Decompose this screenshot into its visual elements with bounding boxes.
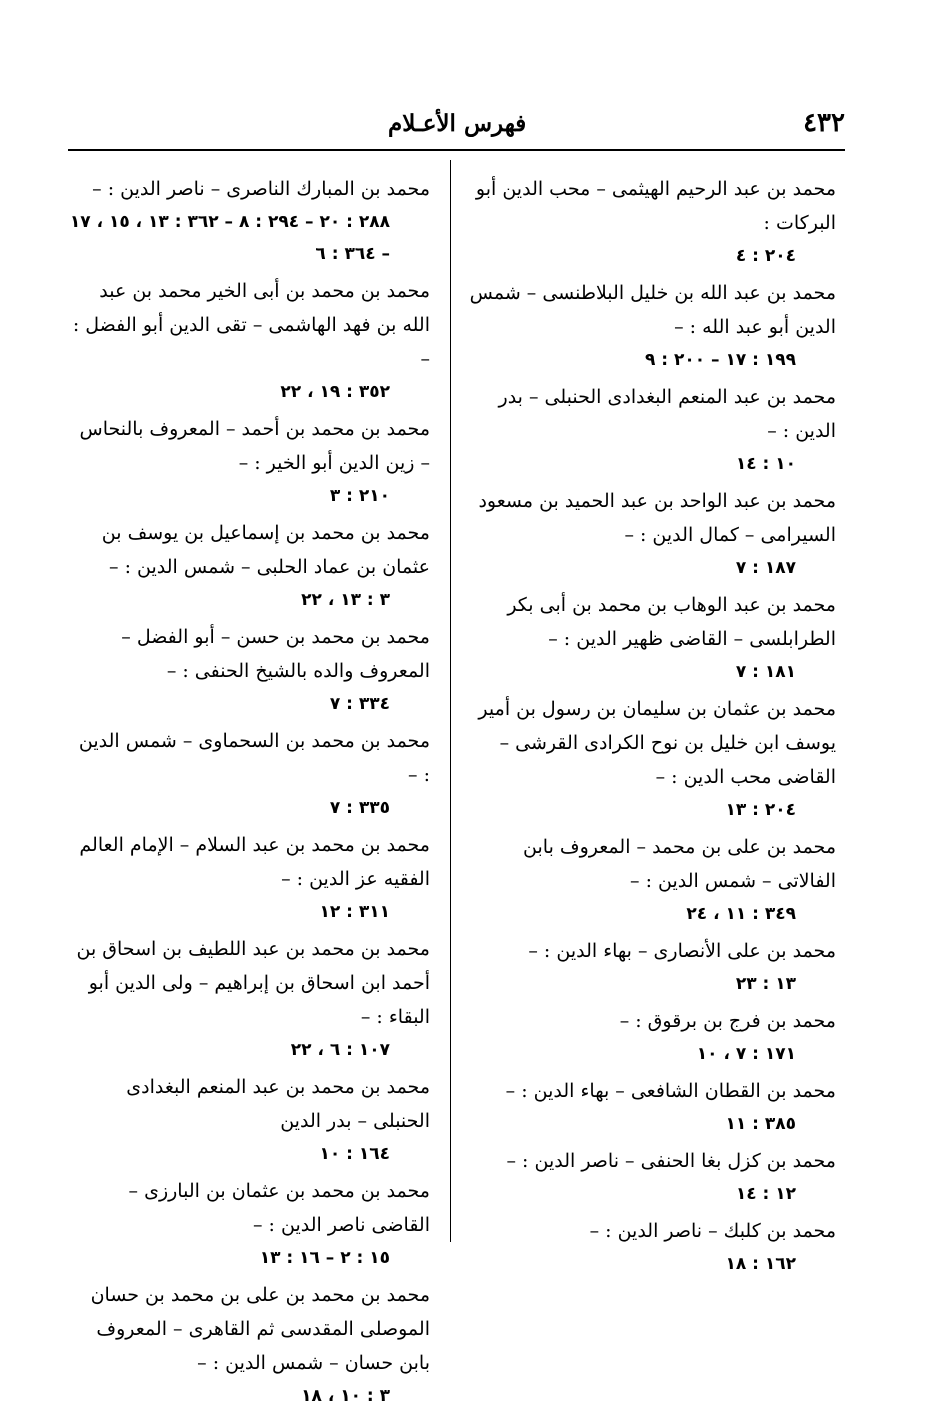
entry-name: محمد بن عبد الواحد بن عبد الحميد بن مسعود السيرامى – كمال الدين : – xyxy=(478,490,836,546)
entry-name: محمد بن عبد الرحيم الهيثمى – محب الدين أبو البركات : xyxy=(475,178,836,234)
page-number: ٤٣٢ xyxy=(803,108,845,138)
index-entry xyxy=(68,172,430,270)
entry-references: ١٣ : ٢٣ xyxy=(735,974,796,994)
entry-references: ٢٠٤ : ٤ xyxy=(735,246,796,266)
entry-references: ٢٨٨ : ٢٠ – ٢٩٤ : ٨ – ٣٦٢ : ١٣ ، ١٥ ، ١٧ – ٣٦٤ : ٦ xyxy=(69,212,390,264)
page-title: فهرس الأعـلام xyxy=(388,110,527,137)
page-header xyxy=(70,108,845,148)
entry-name: محمد بن محمد بن عبد اللطيف بن اسحاق بن أحمد ابن اسحاق بن إبراهيم – ولى الدين أبو البقاء : – xyxy=(76,938,430,1028)
entry-references: ٣ : ١٣ ، ٢٢ xyxy=(301,590,390,610)
entry-references: ٣٣٤ : ٧ xyxy=(329,694,390,714)
index-entry xyxy=(460,830,836,930)
entry-name: محمد بن على بن محمد – المعروف بابن الفالاتى – شمس الدين : – xyxy=(523,836,836,892)
entry-references: ٢١٠ : ٣ xyxy=(329,486,390,506)
entry-name: محمد بن عبد الوهاب بن محمد بن أبى بكر الطرابلسى – القاضى ظهير الدين : – xyxy=(507,594,836,650)
index-entry xyxy=(460,1004,836,1070)
index-entry xyxy=(460,1144,836,1210)
entry-name: محمد بن محمد بن أبى الخير محمد بن عبد الله بن فهد الهاشمى – تقى الدين أبو الفضل : – xyxy=(72,280,430,370)
index-entry xyxy=(68,1070,430,1170)
entry-name: محمد بن عبد الله بن خليل البلاطنسى – شمس الدين أبو عبد الله : – xyxy=(469,282,836,338)
index-entry xyxy=(68,620,430,720)
entry-name: محمد بن عبد المنعم البغدادى الحنبلى – بدر الدين : – xyxy=(498,386,836,442)
entry-references: ٣٨٥ : ١١ xyxy=(725,1114,796,1134)
index-entry xyxy=(460,172,836,272)
entry-name: محمد بن محمد بن عبد السلام – الإمام العالم الفقيه عز الدين : – xyxy=(79,834,430,890)
index-entry xyxy=(68,1278,430,1412)
index-entry xyxy=(460,1074,836,1140)
entry-references: ٣ : ١٠ ، ١٨ xyxy=(301,1386,390,1406)
index-entry xyxy=(460,276,836,376)
entry-name: محمد بن عثمان بن سليمان بن رسول بن أمير يوسف ابن خليل بن نوح الكرادى القرشى – القاضى محب الدين : – xyxy=(478,698,836,788)
entry-name: محمد بن فرج بن برقوق : – xyxy=(619,1010,836,1032)
entry-references: ١٩٩ : ١٧ – ٢٠٠ : ٩ xyxy=(644,350,796,370)
entry-references: ١٨٧ : ٧ xyxy=(735,558,796,578)
entry-references: ١٦٢ : ١٨ xyxy=(725,1254,796,1274)
entry-references: ٣٤٩ : ١١ ، ٢٤ xyxy=(686,904,796,924)
entry-name: محمد بن على الأنصارى – بهاء الدين : – xyxy=(528,940,836,962)
index-entry xyxy=(460,692,836,826)
entry-name: محمد بن محمد بن على بن محمد بن حسان الموصلى المقدسى ثم القاهرى – المعروف بابن حسان – شمس الدين : – xyxy=(90,1284,430,1374)
entry-name: محمد بن المبارك الناصرى – ناصر الدين : – xyxy=(92,178,430,200)
index-entry xyxy=(460,1214,836,1280)
index-entry xyxy=(68,516,430,616)
entry-references: ١٠ : ١٤ xyxy=(735,454,796,474)
index-entry xyxy=(68,828,430,928)
index-entry xyxy=(68,932,430,1066)
column-divider xyxy=(450,160,451,1242)
index-entry xyxy=(68,274,430,408)
index-entry xyxy=(460,934,836,1000)
entry-name: محمد بن محمد بن السحماوى – شمس الدين : – xyxy=(78,730,430,786)
entry-references: ١٥ : ٢ – ١٦ : ١٣ xyxy=(259,1248,390,1268)
entry-references: ٣٥٢ : ١٩ ، ٢٢ xyxy=(280,382,390,402)
entry-name: محمد بن محمد بن حسن – أبو الفضل – المعروف والده بالشيخ الحنفى : – xyxy=(121,626,430,682)
entry-references: ٣١١ : ١٢ xyxy=(319,902,390,922)
entry-name: محمد بن كزل بغا الحنفى – ناصر الدين : – xyxy=(506,1150,836,1172)
entry-references: ١٧١ : ٧ ، ١٠ xyxy=(696,1044,796,1064)
entry-name: محمد بن محمد بن عبد المنعم البغدادى الحنبلى – بدر الدين xyxy=(126,1076,430,1132)
entry-references: ١٦٤ : ١٠ xyxy=(319,1144,390,1164)
index-entry xyxy=(68,412,430,512)
entry-name: محمد بن محمد بن عثمان بن البارزى – القاضى ناصر الدين : – xyxy=(128,1180,430,1236)
entry-name: محمد بن القطان الشافعى – بهاء الدين : – xyxy=(505,1080,836,1102)
index-entry xyxy=(460,588,836,688)
entry-name: محمد بن محمد بن أحمد – المعروف بالنحاس – زين الدين أبو الخير : – xyxy=(79,418,430,474)
entry-name: محمد بن محمد بن إسماعيل بن يوسف بن عثمان بن عماد الحلبى – شمس الدين : – xyxy=(101,522,430,578)
index-entry xyxy=(460,380,836,480)
left-column xyxy=(68,172,430,1416)
entry-references: ١٠٧ : ٦ ، ٢٢ xyxy=(290,1040,390,1060)
index-entry xyxy=(460,484,836,584)
entry-references: ١٨١ : ٧ xyxy=(735,662,796,682)
entry-references: ١٢ : ١٤ xyxy=(735,1184,796,1204)
entry-name: محمد بن كلبك – ناصر الدين : – xyxy=(589,1220,836,1242)
entry-references: ٢٠٤ : ١٣ xyxy=(725,800,796,820)
entry-references: ٣٣٥ : ٧ xyxy=(329,798,390,818)
index-entry xyxy=(68,1174,430,1274)
index-entry xyxy=(68,724,430,824)
right-column xyxy=(460,172,836,1284)
header-rule xyxy=(68,149,845,151)
